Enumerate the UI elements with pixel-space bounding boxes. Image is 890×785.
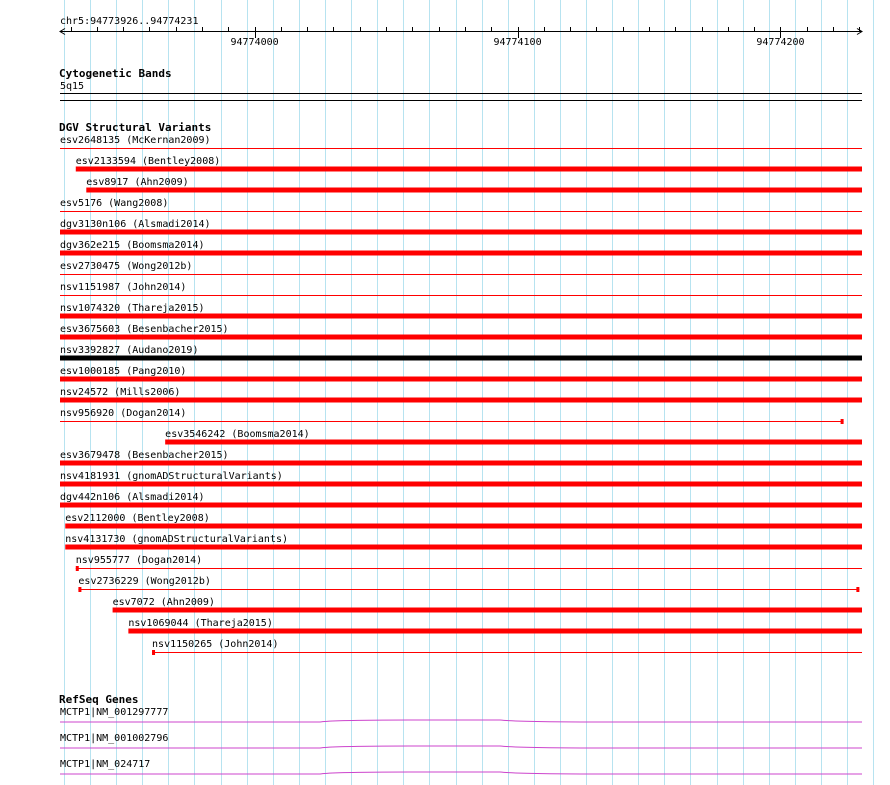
dgv-feature-bar — [60, 398, 862, 403]
dgv-feature-bar — [60, 251, 862, 256]
refseq-gene-line — [60, 746, 862, 748]
dgv-feature-label: esv8917 (Ahn2009) — [86, 177, 189, 188]
dgv-feature-endcap — [78, 587, 81, 592]
dgv-feature-label: nsv3392827 (Audano2019) — [60, 345, 199, 356]
dgv-feature-endcap — [856, 587, 859, 592]
refseq-track-title: RefSeq Genes — [59, 693, 139, 706]
dgv-feature-label: nsv1150265 (John2014) — [152, 639, 279, 650]
dgv-feature-label: esv2112000 (Bentley2008) — [65, 513, 210, 524]
dgv-feature-label: nsv4131730 (gnomADStructuralVariants) — [65, 534, 289, 545]
dgv-feature-label: esv7072 (Ahn2009) — [112, 597, 215, 608]
dgv-feature-bar — [60, 482, 862, 487]
dgv-feature-label: nsv956920 (Dogan2014) — [60, 408, 187, 419]
cytoband-track-title: Cytogenetic Bands — [59, 67, 172, 80]
dgv-feature-label: nsv955777 (Dogan2014) — [75, 555, 203, 566]
dgv-feature-endcap — [841, 419, 844, 424]
dgv-track-title: DGV Structural Variants — [59, 121, 212, 134]
ruler-position-label: chr5:94773926..94774231 — [60, 16, 199, 27]
dgv-feature-endcap — [152, 650, 155, 655]
refseq-gene-label: MCTP1|NM_024717 — [60, 759, 151, 770]
dgv-feature-label: nsv4181931 (gnomADStructuralVariants) — [60, 471, 283, 482]
dgv-feature-bar — [60, 230, 862, 235]
dgv-feature-label: esv3546242 (Boomsma2014) — [165, 429, 310, 440]
dgv-feature-bar — [113, 608, 862, 613]
dgv-feature-label: esv1000185 (Pang2010) — [60, 366, 187, 377]
dgv-feature-bar — [60, 461, 862, 466]
refseq-gene-line — [60, 720, 862, 722]
dgv-feature-bar — [65, 524, 862, 529]
dgv-feature-label: esv5176 (Wang2008) — [60, 198, 169, 209]
dgv-feature-label: esv2648135 (McKernan2009) — [60, 135, 211, 146]
dgv-feature-endcap — [76, 566, 79, 571]
dgv-feature-label: esv2730475 (Wong2012b) — [60, 261, 193, 272]
dgv-feature-label: esv3675603 (Besenbacher2015) — [60, 324, 229, 335]
dgv-feature-bar — [60, 314, 862, 319]
dgv-feature-label: dgv362e215 (Boomsma2014) — [60, 240, 205, 251]
dgv-feature-bar — [165, 440, 862, 445]
dgv-feature-label: esv2736229 (Wong2012b) — [78, 576, 211, 587]
dgv-feature-label: dgv442n106 (Alsmadi2014) — [60, 492, 205, 503]
refseq-gene-label: MCTP1|NM_001297777 — [60, 707, 169, 718]
dgv-feature-bar — [76, 167, 862, 172]
dgv-feature-label: nsv24572 (Mills2006) — [60, 387, 181, 398]
dgv-feature-bar — [128, 629, 862, 634]
dgv-feature-bar — [60, 356, 862, 361]
dgv-feature-bar — [60, 503, 862, 508]
dgv-feature-bar — [60, 377, 862, 382]
dgv-feature-label: nsv1069044 (Thareja2015) — [128, 618, 273, 629]
cytoband-bottom-line — [60, 100, 862, 101]
refseq-gene-line — [60, 772, 862, 774]
ruler-tick-label: 94774200 — [756, 37, 805, 48]
dgv-feature-bar — [65, 545, 862, 550]
cytoband-top-line — [60, 93, 862, 94]
dgv-feature-bar — [86, 188, 862, 193]
dgv-feature-label: nsv1074320 (Thareja2015) — [60, 303, 205, 314]
cytoband-label: 5q15 — [60, 81, 85, 92]
ruler-tick-label: 94774100 — [493, 37, 542, 48]
dgv-feature-label: esv3679478 (Besenbacher2015) — [60, 450, 229, 461]
dgv-feature-label: esv2133594 (Bentley2008) — [75, 156, 221, 167]
refseq-gene-label: MCTP1|NM_001002796 — [60, 733, 169, 744]
dgv-feature-label: nsv1151987 (John2014) — [60, 282, 187, 293]
dgv-feature-label: dgv3130n106 (Alsmadi2014) — [60, 219, 211, 230]
ruler-tick-label: 94774000 — [230, 37, 279, 48]
dgv-feature-bar — [60, 335, 862, 340]
